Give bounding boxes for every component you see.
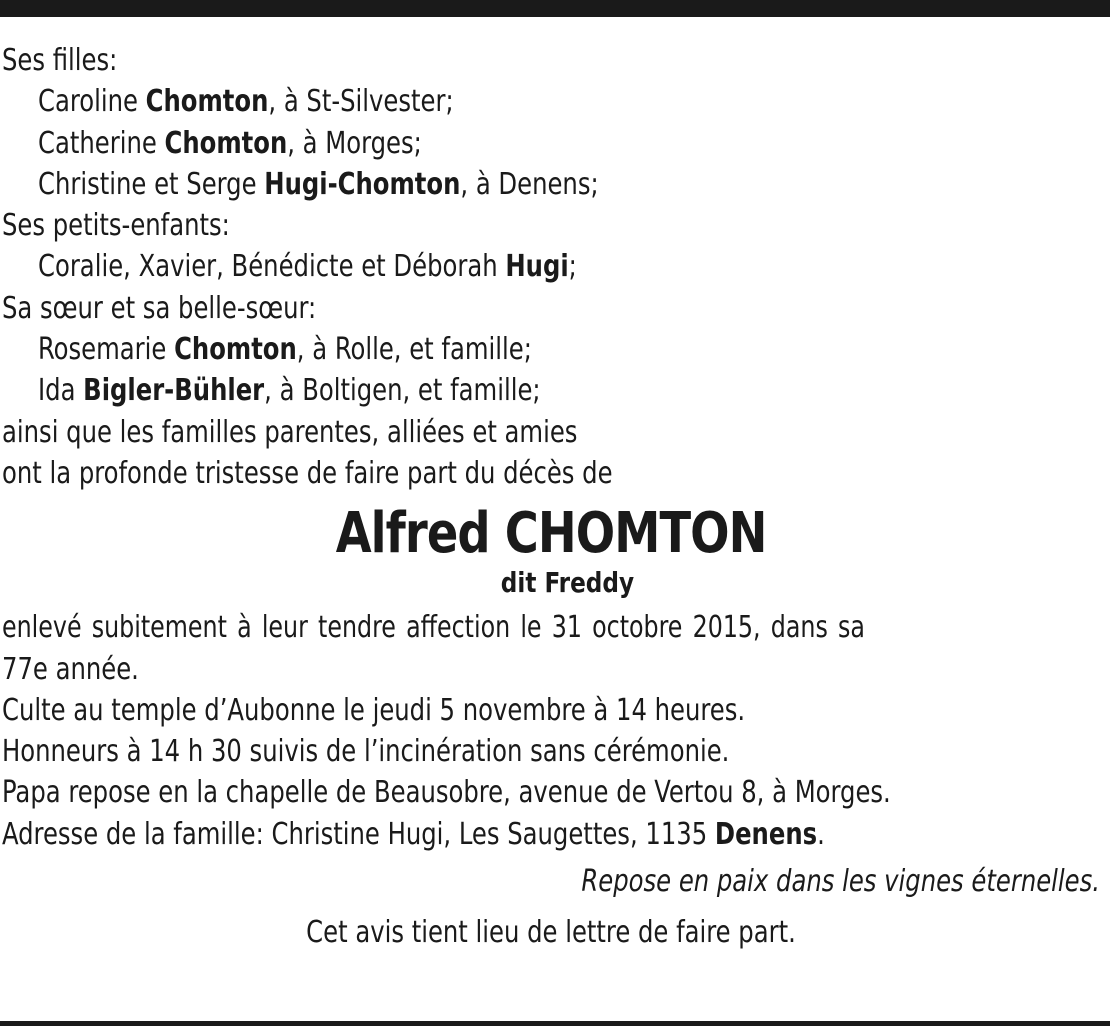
sister-entry: Ida Bigler-Bühler, à Boltigen, et famille; <box>38 373 541 409</box>
deceased-name: Alfred CHOMTON <box>335 501 767 567</box>
notice-line: Cet avis tient lieu de lettre de faire part. <box>306 915 796 951</box>
daughter-entry: Caroline Chomton, à St-Silvester; <box>38 84 454 120</box>
resting-line: Papa repose en la chapelle de Beausobre, avenue de Vertou 8, à Morges. <box>2 775 891 811</box>
daughter-entry: Christine et Serge Hugi-Chomton, à Denens; <box>38 166 599 202</box>
sisters-heading: Sa sœur et sa belle-sœur: <box>2 290 317 326</box>
grandchildren-entry: Coralie, Xavier, Bénédicte et Déborah Hugi; <box>38 249 577 285</box>
motto: Repose en paix dans les vignes éternelles. <box>581 864 1100 900</box>
daughters-heading: Ses filles: <box>2 43 118 78</box>
death-line: enlevé subitement à leur tendre affection le 31 octobre 2015, dans sa <box>2 610 865 646</box>
honours-line: Honneurs à 14 h 30 suivis de l’incinération sans cérémonie. <box>2 734 730 770</box>
deceased-nickname: dit Freddy <box>500 566 634 600</box>
daughter-entry: Catherine Chomton, à Morges; <box>38 125 422 161</box>
sister-entry: Rosemarie Chomton, à Rolle, et famille; <box>38 332 532 368</box>
death-line-end: 77e année. <box>2 651 139 687</box>
service-line: Culte au temple d’Aubonne le jeudi 5 novembre à 14 heures. <box>2 692 746 728</box>
bottom-rule <box>0 1021 1110 1026</box>
top-rule <box>0 0 1110 17</box>
obituary-text <box>2 40 1100 954</box>
grandchildren-heading: Ses petits-enfants: <box>2 208 230 244</box>
closing-line: ainsi que les familles parentes, alliées et amies <box>2 414 578 450</box>
announcement-line: ont la profonde tristesse de faire part du décès de <box>2 455 613 491</box>
deceased-block <box>2 502 1100 600</box>
address-line: Adresse de la famille: Christine Hugi, Les Saugettes, 1135 Denens. <box>2 816 825 852</box>
